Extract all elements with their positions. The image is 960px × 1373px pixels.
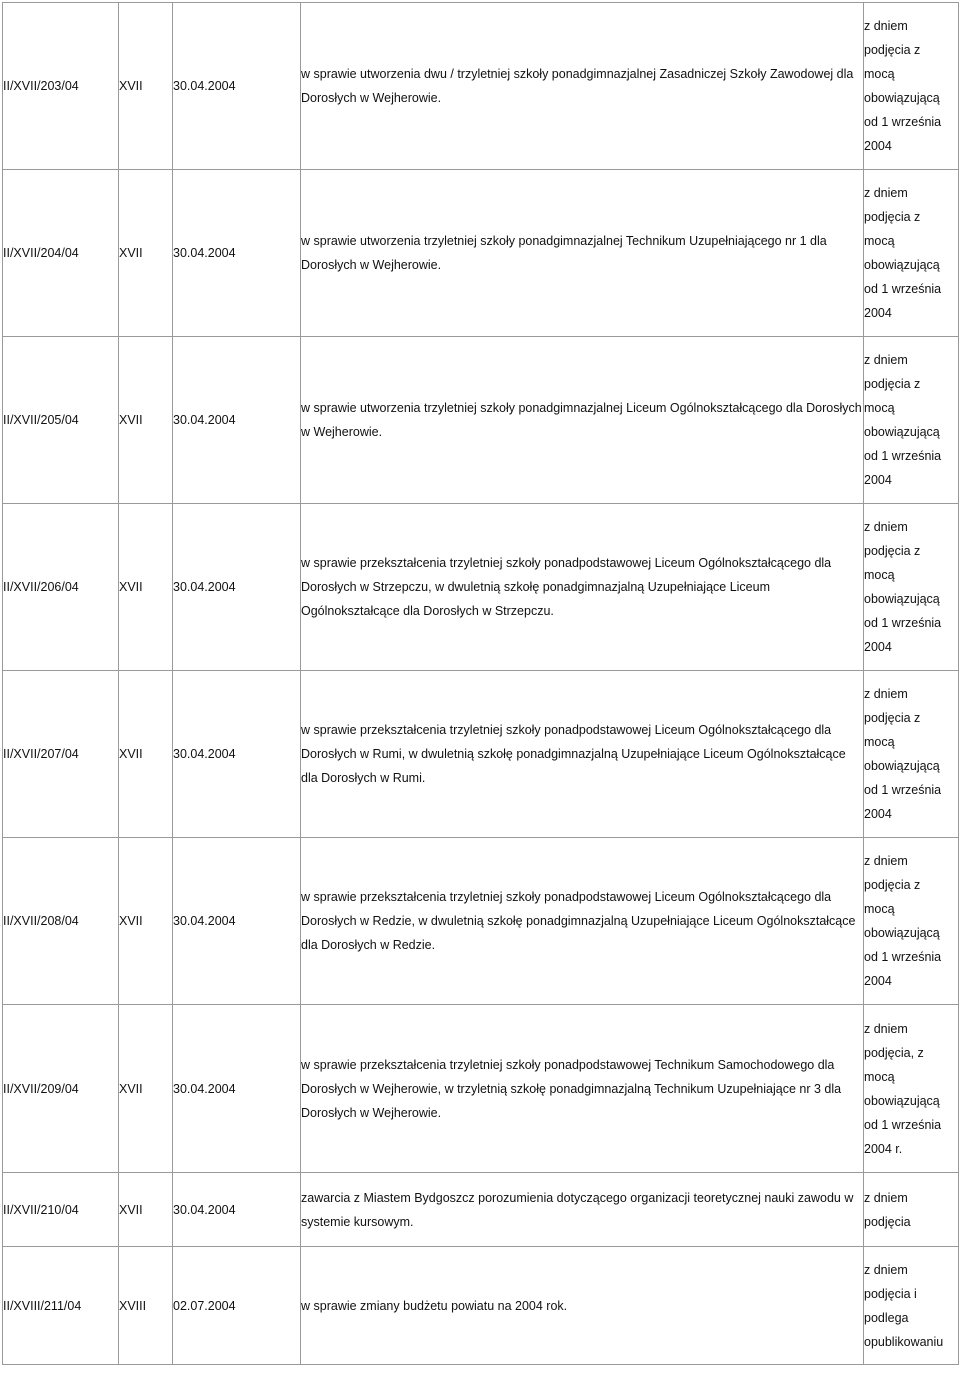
effective-date-line: obowiązującą [864, 592, 940, 606]
effective-date [864, 1173, 959, 1247]
effective-date-line: obowiązującą [864, 759, 940, 773]
table-row [3, 1247, 959, 1365]
effective-date-line: obowiązującą [864, 258, 940, 272]
resolution-number: II/XVII/205/04 [3, 337, 119, 504]
effective-date-line: opublikowaniu [864, 1334, 944, 1349]
effective-date [864, 337, 959, 504]
session-number: XVII [119, 3, 173, 170]
resolution-date: 30.04.2004 [173, 504, 301, 671]
session-number: XVIII [119, 1247, 173, 1365]
table-row [3, 1005, 959, 1173]
session-number: XVII [119, 838, 173, 1005]
effective-date-line: od 1 września [864, 449, 942, 463]
effective-date-line: podjęcia, z [864, 1045, 924, 1060]
session-number: XVII [119, 337, 173, 504]
resolution-subject: w sprawie zmiany budżetu powiatu na 2004 rok. [301, 1247, 864, 1365]
effective-date-line: od 1 września [864, 783, 942, 797]
effective-date-line: z dniem [864, 520, 908, 534]
table-row [3, 671, 959, 838]
effective-date-line: mocą [864, 401, 895, 415]
resolution-date: 30.04.2004 [173, 671, 301, 838]
resolution-number: II/XVII/206/04 [3, 504, 119, 671]
effective-date-line: od 1 września [864, 282, 942, 296]
resolution-date: 30.04.2004 [173, 1173, 301, 1247]
table-row [3, 1173, 959, 1247]
session-number: XVII [119, 504, 173, 671]
effective-date-line: z dniem [864, 1190, 908, 1205]
effective-date-line: podjęcia z [864, 43, 921, 57]
resolution-number: II/XVII/210/04 [3, 1173, 119, 1247]
resolution-subject: zawarcia z Miastem Bydgoszcz porozumienia dotyczącego organizacji teoretycznej nauki zawodu w systemie kursowym. [301, 1173, 864, 1247]
table-row [3, 838, 959, 1005]
effective-date-line: 2004 [864, 473, 892, 487]
resolution-date: 30.04.2004 [173, 170, 301, 337]
session-number: XVII [119, 1005, 173, 1173]
effective-date-line: z dniem [864, 1021, 908, 1036]
resolution-date: 30.04.2004 [173, 337, 301, 504]
effective-date-line: mocą [864, 735, 895, 749]
effective-date-line: podjęcia z [864, 377, 921, 391]
table-row [3, 504, 959, 671]
effective-date-line: 2004 r. [864, 1141, 903, 1156]
resolutions-table [2, 2, 959, 1365]
effective-date-line: podjęcia i [864, 1286, 917, 1301]
resolution-number: II/XVII/209/04 [3, 1005, 119, 1173]
effective-date-line: z dniem [864, 1262, 908, 1277]
session-number: XVII [119, 1173, 173, 1247]
effective-date-line: od 1 września [864, 115, 942, 129]
session-number: XVII [119, 671, 173, 838]
effective-date-line: podlega [864, 1310, 909, 1325]
effective-date-line: z dniem [864, 353, 908, 367]
effective-date-line: podjęcia z [864, 878, 921, 892]
effective-date [864, 504, 959, 671]
effective-date-line: podjęcia [864, 1214, 911, 1229]
effective-date [864, 170, 959, 337]
effective-date-line: mocą [864, 67, 895, 81]
resolution-subject: w sprawie utworzenia trzyletniej szkoły ponadgimnazjalnej Liceum Ogólnokształcącego dla Dorosłych w Wejherowie. [301, 337, 864, 504]
effective-date-line: obowiązującą [864, 425, 940, 439]
resolution-subject: w sprawie utworzenia dwu / trzyletniej szkoły ponadgimnazjalnej Zasadniczej Szkoły Zawodowej dla Dorosłych w Wejherowie. [301, 3, 864, 170]
effective-date-line: mocą [864, 902, 895, 916]
table-row [3, 3, 959, 170]
resolution-subject: w sprawie przekształcenia trzyletniej szkoły ponadpodstawowej Liceum Ogólnokształcącego dla Dorosłych w Redzie, w dwuletnią szkołę ponadgimnazjalną Uzupełniające Liceum Ogólnokształcące dla Dorosłych w Redzie. [301, 838, 864, 1005]
effective-date-line: z dniem [864, 687, 908, 701]
effective-date-line: 2004 [864, 306, 892, 320]
effective-date-line: mocą [864, 234, 895, 248]
resolution-number: II/XVIII/211/04 [3, 1247, 119, 1365]
effective-date-line: obowiązującą [864, 1093, 940, 1108]
effective-date [864, 671, 959, 838]
resolution-subject: w sprawie przekształcenia trzyletniej szkoły ponadpodstawowej Liceum Ogólnokształcącego dla Dorosłych w Rumi, w dwuletnią szkołę ponadgimnazjalną Uzupełniające Liceum Ogólnokształcące dla Dorosłych w Rumi. [301, 671, 864, 838]
effective-date-line: mocą [864, 1069, 895, 1084]
effective-date-line: 2004 [864, 640, 892, 654]
effective-date-line: mocą [864, 568, 895, 582]
effective-date [864, 3, 959, 170]
effective-date-line: podjęcia z [864, 210, 921, 224]
resolution-number: II/XVII/208/04 [3, 838, 119, 1005]
effective-date-line: z dniem [864, 854, 908, 868]
resolution-subject: w sprawie utworzenia trzyletniej szkoły ponadgimnazjalnej Technikum Uzupełniającego nr 1 dla Dorosłych w Wejherowie. [301, 170, 864, 337]
resolution-date: 30.04.2004 [173, 1005, 301, 1173]
resolution-date: 30.04.2004 [173, 838, 301, 1005]
resolution-number: II/XVII/203/04 [3, 3, 119, 170]
resolution-date: 30.04.2004 [173, 3, 301, 170]
effective-date-line: od 1 września [864, 950, 942, 964]
effective-date-line: z dniem [864, 19, 908, 33]
effective-date-line: obowiązującą [864, 91, 940, 105]
resolution-subject: w sprawie przekształcenia trzyletniej szkoły ponadpodstawowej Technikum Samochodowego dla Dorosłych w Wejherowie, w trzyletnią szkołę ponadgimnazjalną Technikum Uzupełniające nr 3 dla Dorosłych w Wejherowie. [301, 1005, 864, 1173]
resolutions-table-body [3, 3, 959, 1365]
resolution-subject: w sprawie przekształcenia trzyletniej szkoły ponadpodstawowej Liceum Ogólnokształcącego dla Dorosłych w Strzepczu, w dwuletnią szkołę ponadgimnazjalną Uzupełniające Liceum Ogólnokształcące dla Dorosłych w Strzepczu. [301, 504, 864, 671]
effective-date-line: 2004 [864, 807, 892, 821]
effective-date-line: podjęcia z [864, 544, 921, 558]
effective-date-line: od 1 września [864, 1117, 942, 1132]
resolution-date: 02.07.2004 [173, 1247, 301, 1365]
session-number: XVII [119, 170, 173, 337]
resolution-number: II/XVII/207/04 [3, 671, 119, 838]
effective-date [864, 1247, 959, 1365]
table-row [3, 337, 959, 504]
effective-date [864, 838, 959, 1005]
effective-date-line: obowiązującą [864, 926, 940, 940]
effective-date-line: podjęcia z [864, 711, 921, 725]
table-row [3, 170, 959, 337]
effective-date-line: 2004 [864, 139, 892, 153]
effective-date-line: od 1 września [864, 616, 942, 630]
resolution-number: II/XVII/204/04 [3, 170, 119, 337]
effective-date-line: z dniem [864, 186, 908, 200]
effective-date [864, 1005, 959, 1173]
effective-date-line: 2004 [864, 974, 892, 988]
